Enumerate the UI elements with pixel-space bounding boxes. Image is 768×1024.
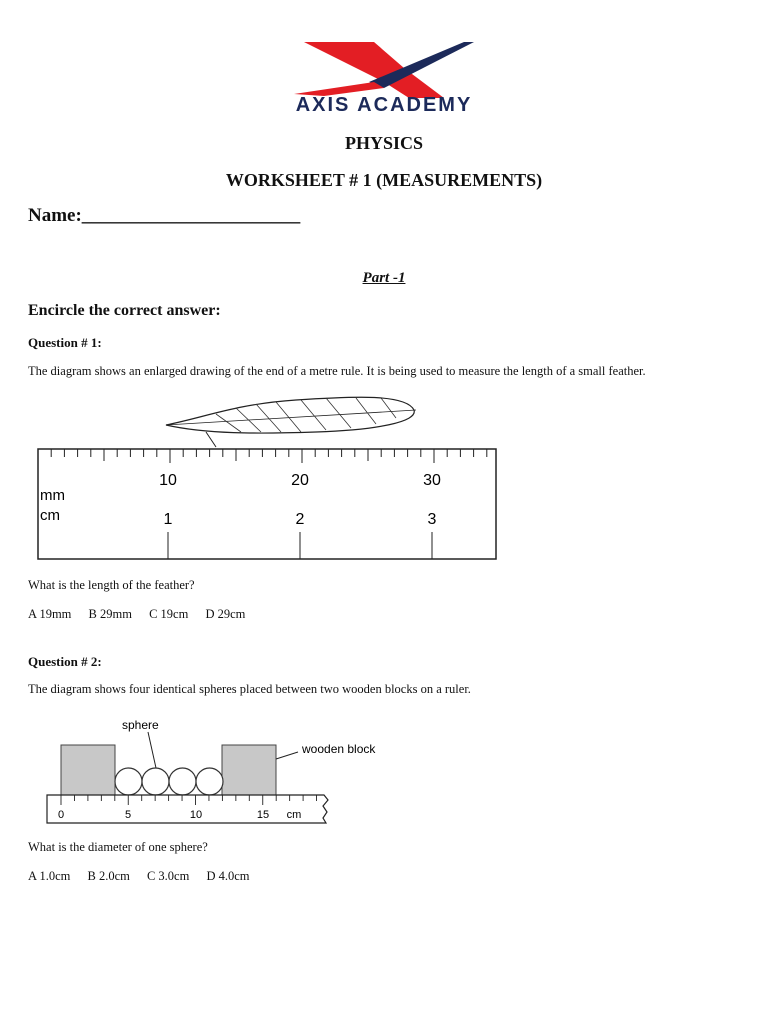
question-1-options — [28, 607, 259, 622]
cm-label: cm — [40, 507, 60, 524]
mm-number: 10 — [159, 472, 177, 489]
metre-rule-diagram — [36, 392, 498, 562]
mm-number: 20 — [291, 472, 309, 489]
question-2-text: The diagram shows four identical spheres placed between two wooden blocks on a ruler. — [28, 682, 471, 696]
ruler-number: 10 — [189, 809, 203, 821]
question-1-heading: Question # 1: — [28, 335, 102, 350]
instruction: Encircle the correct answer: — [28, 302, 221, 319]
name-field[interactable]: Name:_______________________ — [28, 205, 301, 226]
brand-name: AXIS ACADEMY — [295, 94, 473, 116]
sphere — [169, 768, 196, 795]
unit-label: cm — [286, 809, 302, 821]
part-label: Part -1 — [362, 270, 406, 286]
cm-number: 2 — [295, 511, 305, 528]
option-b[interactable]: B 29mm — [88, 607, 132, 621]
cm-number: 1 — [163, 511, 173, 528]
sphere — [196, 768, 223, 795]
option-a[interactable]: A 1.0cm — [28, 869, 71, 883]
ruler-number: 15 — [256, 809, 270, 821]
wooden-block-left — [61, 745, 115, 795]
sphere — [115, 768, 142, 795]
question-2-options — [28, 869, 264, 884]
option-b[interactable]: B 2.0cm — [87, 869, 130, 883]
option-c[interactable]: C 3.0cm — [146, 869, 190, 883]
ruler-number: 5 — [124, 809, 132, 821]
mm-number: 30 — [423, 472, 441, 489]
subject-heading: PHYSICS — [344, 133, 424, 153]
ruler-body — [38, 449, 496, 559]
question-1-prompt: What is the length of the feather? — [28, 578, 195, 592]
option-c[interactable]: C 19cm — [149, 607, 189, 621]
feather-drawing — [166, 397, 416, 447]
wooden-block-right — [222, 745, 276, 795]
sphere — [142, 768, 169, 795]
mm-label: mm — [40, 487, 65, 504]
worksheet-title: WORKSHEET # 1 (MEASUREMENTS) — [225, 170, 543, 190]
option-a[interactable]: A 19mm — [28, 607, 72, 621]
spheres-diagram — [44, 712, 394, 830]
option-d[interactable]: D 29cm — [205, 607, 246, 621]
question-2-heading: Question # 2: — [28, 654, 102, 669]
question-1-text: The diagram shows an enlarged drawing of the end of a metre rule. It is being used to measure the length of a small feather. — [28, 364, 646, 378]
ruler-number: 0 — [57, 809, 65, 821]
option-d[interactable]: D 4.0cm — [206, 869, 250, 883]
question-2-prompt: What is the diameter of one sphere? — [28, 840, 208, 854]
sphere-label: sphere — [122, 718, 159, 732]
block-label: wooden block — [302, 742, 376, 756]
cm-number: 3 — [427, 511, 437, 528]
